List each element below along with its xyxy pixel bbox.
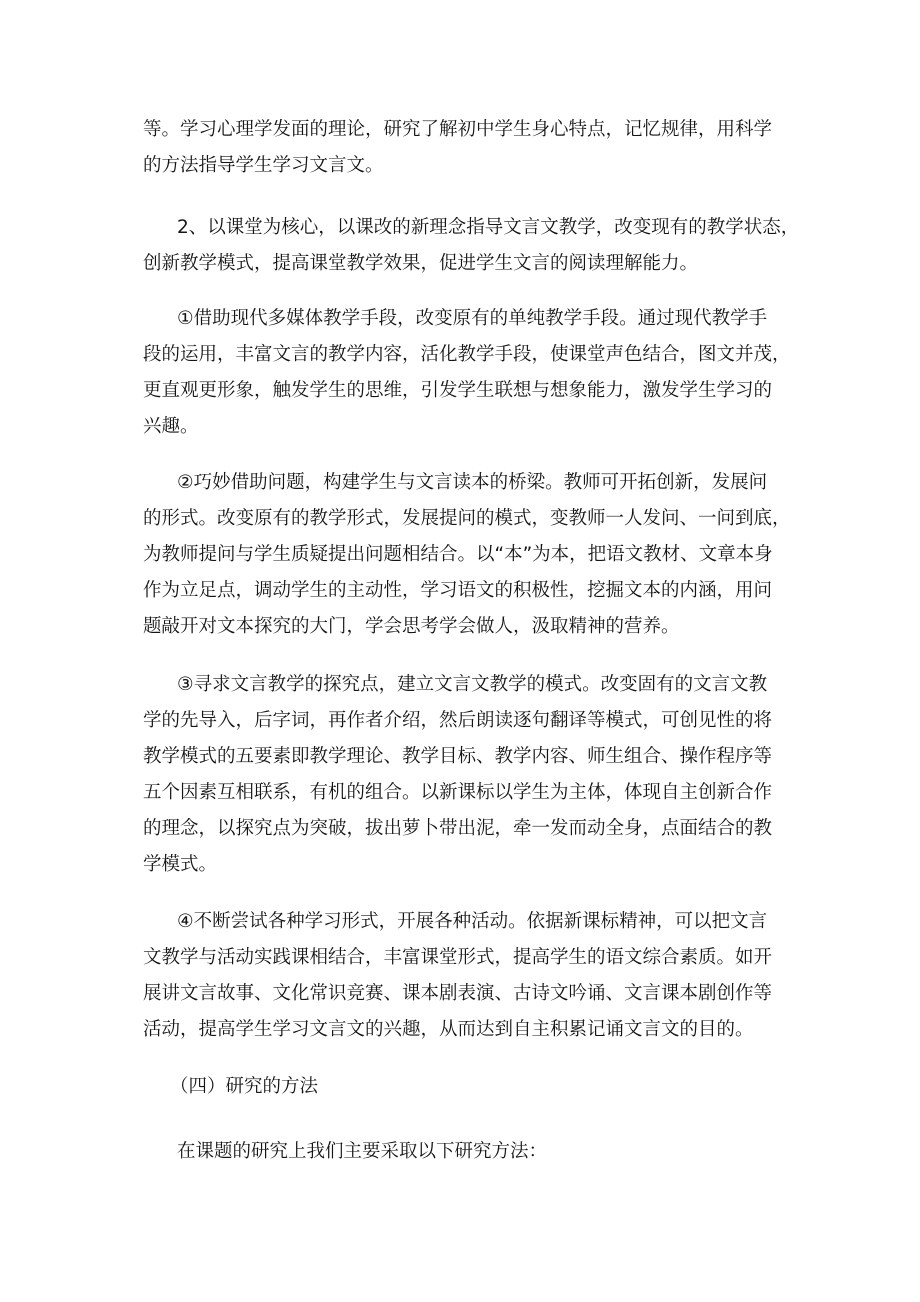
text-line: 在课题的研究上我们主要采取以下研究方法： [177,1141,548,1162]
heading-text: （四）研究的方法 [170,1076,319,1097]
text-line: ③寻求文言教学的探究点，建立文言文教学的模式。改变固有的文言文教 [177,674,768,695]
text-line: ②巧妙借助问题，构建学生与文言读本的桥梁。教师可开拓创新，发展问 [177,472,768,493]
text-line: 更直观更形象，触发学生的思维，引发学生联想与想象能力，激发学生学习的 [143,380,773,401]
text-line: 五个因素互相联系，有机的组合。以新课标以学生为主体，体现自主创新合作 [143,782,773,803]
text-line: 兴趣。 [143,416,199,437]
text-line: 活动，提高学生学习文言文的兴趣，从而达到自主积累记诵文言文的目的。 [143,1019,754,1040]
text-line: 学模式。 [143,854,218,875]
text-line: 2、以课堂为核心，以课改的新理念指导文言文教学，改变现有的教学状态， [177,217,800,238]
text-line: 段的运用，丰富文言的教学内容，活化教学手段，使课堂声色结合，图文并茂， [143,344,791,365]
text-line: 的形式。改变原有的教学形式，发展提问的模式，变教师一人发问、一问到底， [143,508,791,529]
text-line: 题敲开对文本探究的大门，学会思考学会做人，汲取精神的营养。 [143,616,680,637]
text-line: 学的先导入，后字词，再作者介绍，然后朗读逐句翻译等模式，可创见性的将 [143,710,773,731]
text-line: 教学模式的五要素即教学理论、教学目标、教学内容、师生组合、操作程序等 [143,746,773,767]
text-line: ①借助现代多媒体教学手段，改变原有的单纯教学手段。通过现代教学手 [177,308,768,329]
text-line: 为教师提问与学生质疑提出问题相结合。以“本”为本，把语文教材、文章本身 [143,544,773,565]
text-line: ④不断尝试各种学习形式，开展各种活动。依据新课标精神，可以把文言 [177,911,768,932]
text-line: 文教学与活动实践课相结合，丰富课堂形式，提高学生的语文综合素质。如开 [143,947,773,968]
text-line: 作为立足点，调动学生的主动性，学习语文的积极性，挖掘文本的内涵，用问 [143,580,773,601]
text-line: 的方法指导学生学习文言文。 [143,155,384,176]
text-line: 创新教学模式，提高课堂教学效果，促进学生文言的阅读理解能力。 [143,253,699,274]
text-line: 展讲文言故事、文化常识竞赛、课本剧表演、古诗文吟诵、文言课本剧创作等 [143,983,773,1004]
text-line: 等。学习心理学发面的理论，研究了解初中学生身心特点，记忆规律，用科学 [143,119,773,140]
text-line: 的理念，以探究点为突破，拔出萝卜带出泥，牵一发而动全身，点面结合的教 [143,818,773,839]
